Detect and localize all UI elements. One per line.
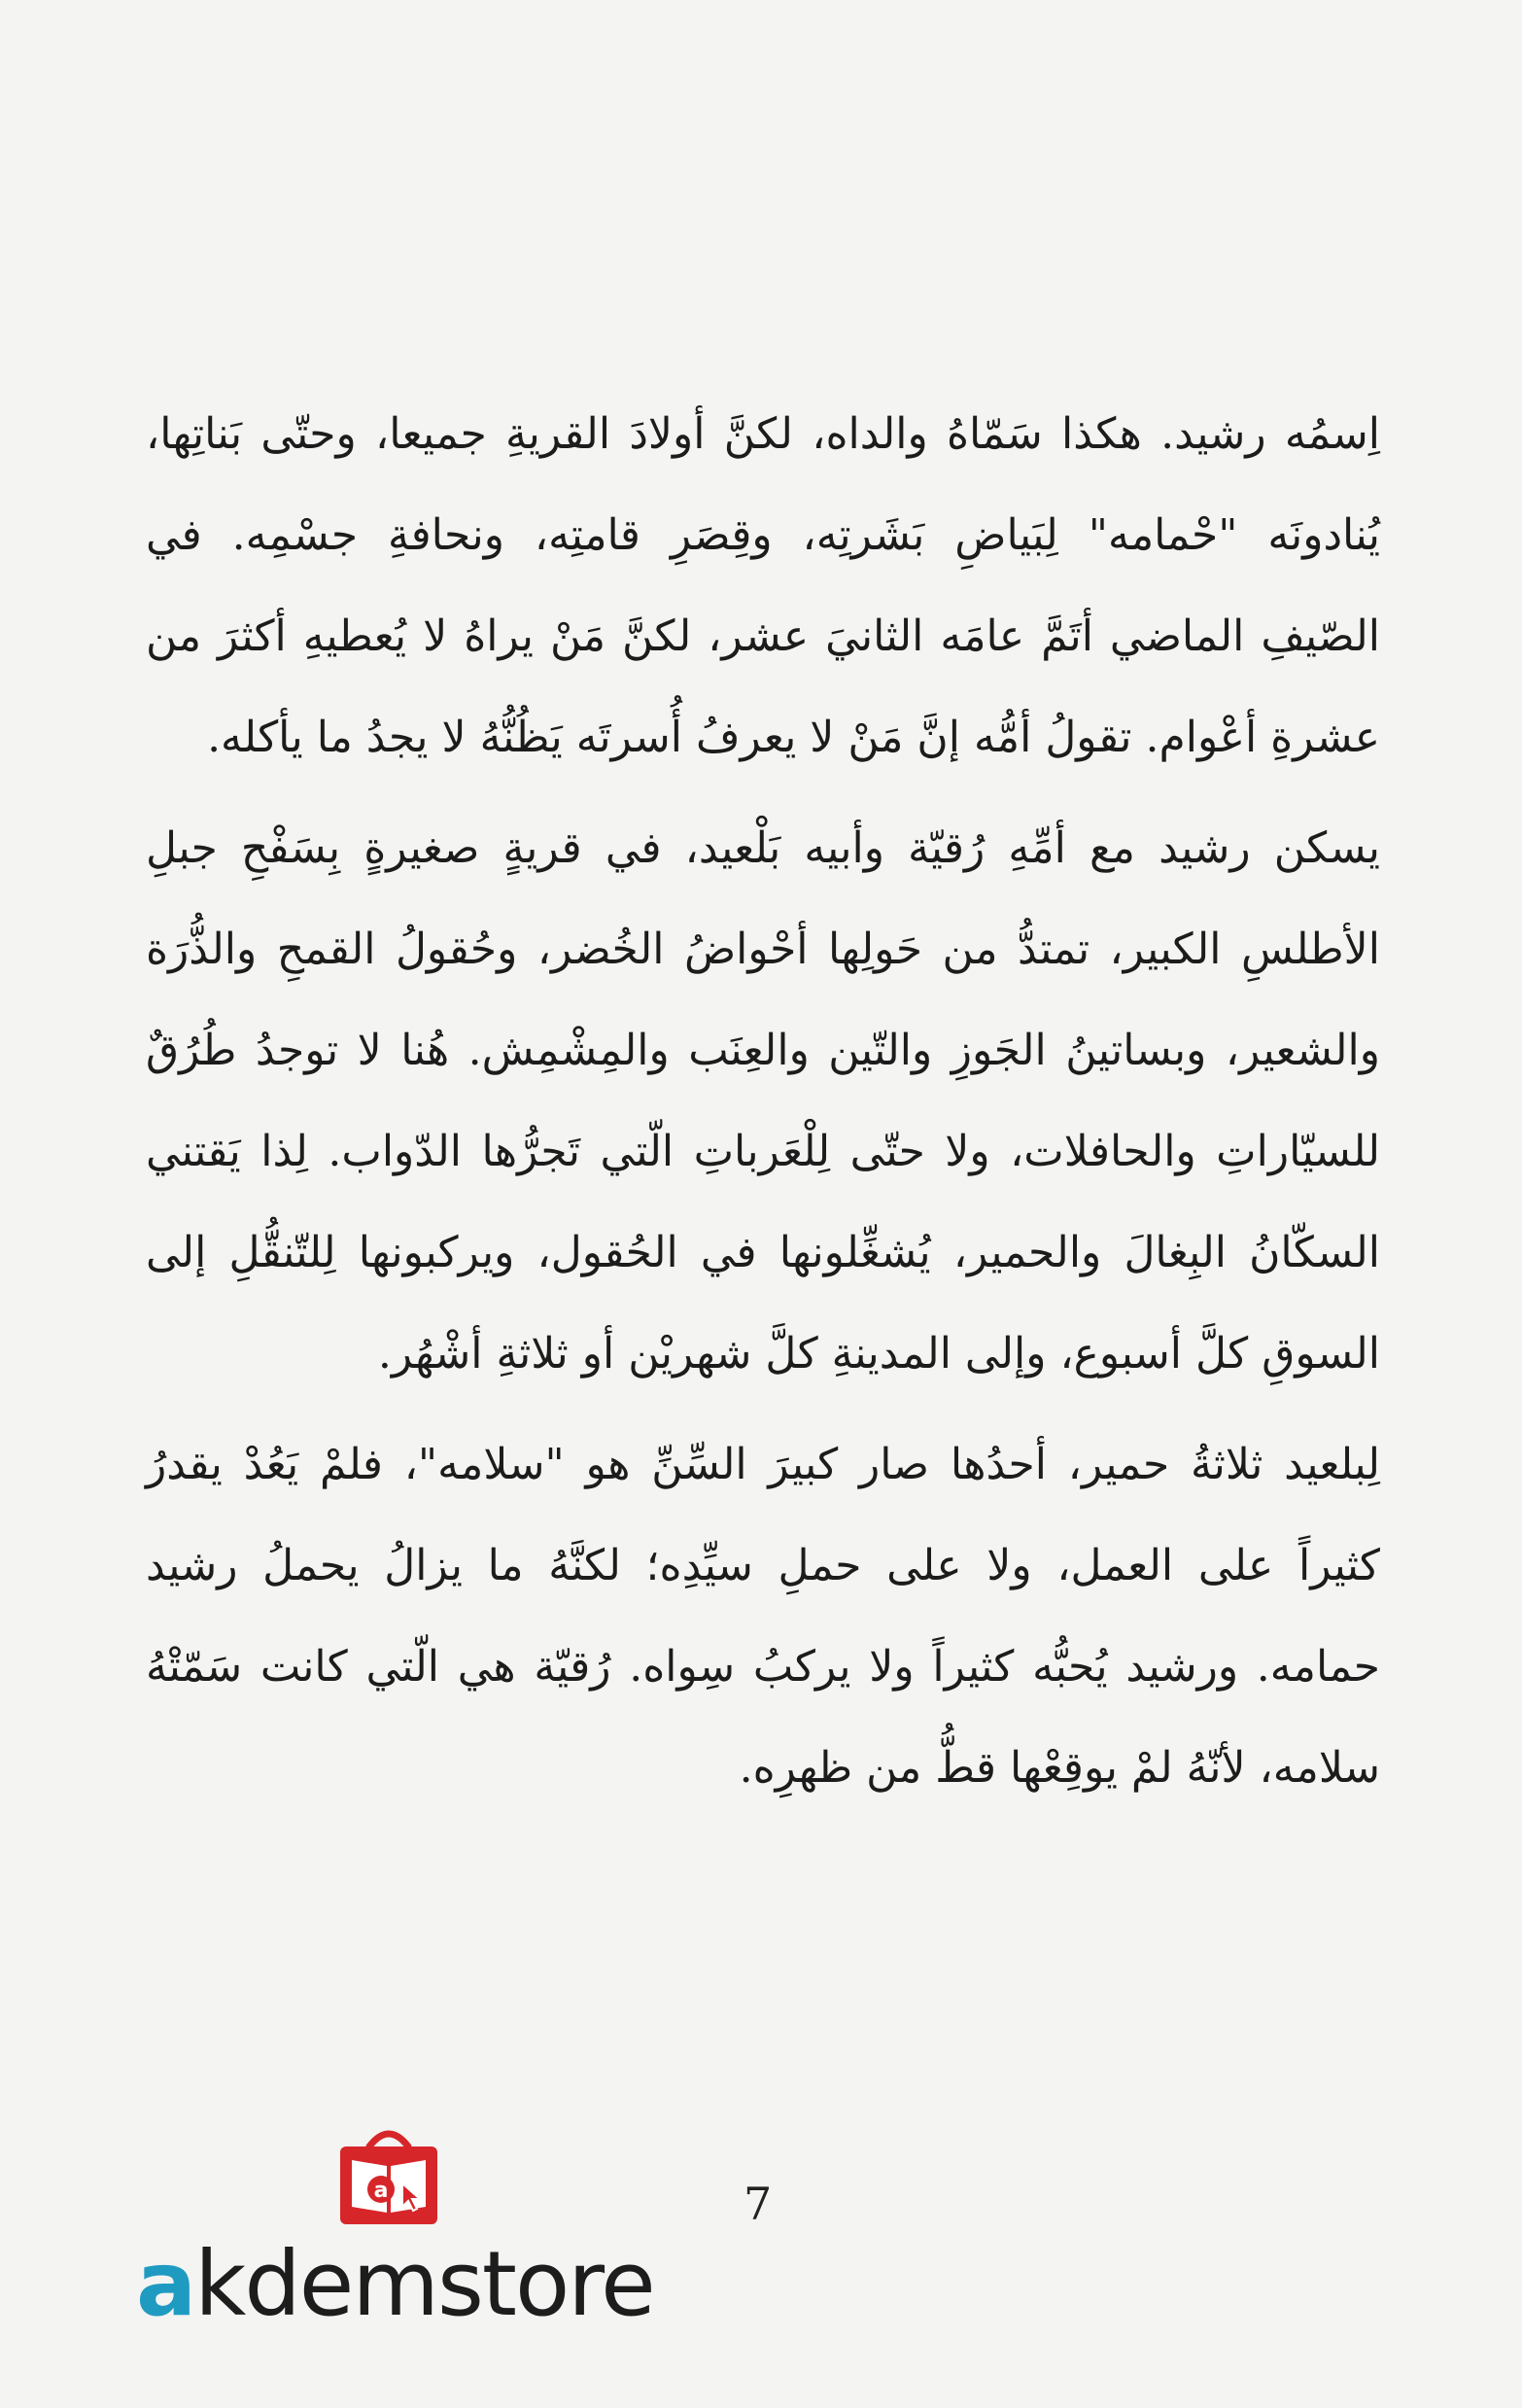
logo-wordmark [136,2226,654,2343]
open-book-cursor-icon [330,2119,447,2231]
logo-wordmark-rest: kdemstore [194,2232,654,2336]
paragraph-2: يسكن رشيد مع أمِّهِ رُقيّة وأبيه بَلْعيد، في قريةٍ صغيرةٍ بِسَفْحِ جبلِ الأطلسِ الكبير، تمتدُّ من حَولِها أحْواضُ الخُضر، وحُقولُ القمحِ والذُّرَة والشعير، وبساتينُ الجَوزِ والتّين والعِنَب والمِشْمِش. هُنا لا توجدُ طُرُقٌ للسيّاراتِ والحافلات، ولا حتّى لِلْعَرباتِ الّتي تَجرُّها الدّواب. لِذا يَقتني السكّانُ البِغالَ والحمير، يُشغِّلونها في الحُقول، ويركبونها لِلتّنقُّلِ إلى السوقِ كلَّ أسبوع، وإلى المدينةِ كلَّ شهريْن أو ثلاثةِ أشْهُر. [146,823,1380,1378]
logo-icon-letter: a [373,2179,389,2203]
logo-wordmark-prefix: a [136,2232,195,2336]
page-number: 7 [744,2178,773,2230]
page-body-text [146,384,1380,1829]
akdemstore-logo [136,2119,654,2353]
paragraph-1: اِسمُه رشيد. هكذا سَمّاهُ والداه، لكنَّ أولادَ القريةِ جميعا، وحتّى بَناتِها، يُنادونَه "حْمامه" لِبَياضِ بَشَرتِه، وقِصَرِ قامتِه، ونحافةِ جسْمِه. في الصّيفِ الماضي أتَمَّ عامَه الثانيَ عشر، لكنَّ مَنْ يراهُ لا يُعطيهِ أكثرَ من عشرةِ أعْوام. تقولُ أمُّه إنَّ مَنْ لا يعرفُ أُسرتَه يَظُنُّهُ لا يجدُ ما يأكله. [146,409,1380,762]
paragraph-3: لِبلعيد ثلاثةُ حمير، أحدُها صار كبيرَ السِّنِّ هو "سلامه"، فلمْ يَعُدْ يقدرُ كثيراً على العمل، ولا على حملِ سيِّدِه؛ لكنَّهُ ما يزالُ يحملُ رشيد حمامه. ورشيد يُحبُّه كثيراً ولا يركبُ سِواه. رُقيّة هي الّتي كانت سَمّتْهُ سلامه، لأنّهُ لمْ يوقِعْها قطُّ من ظهرِه. [146,1440,1380,1793]
